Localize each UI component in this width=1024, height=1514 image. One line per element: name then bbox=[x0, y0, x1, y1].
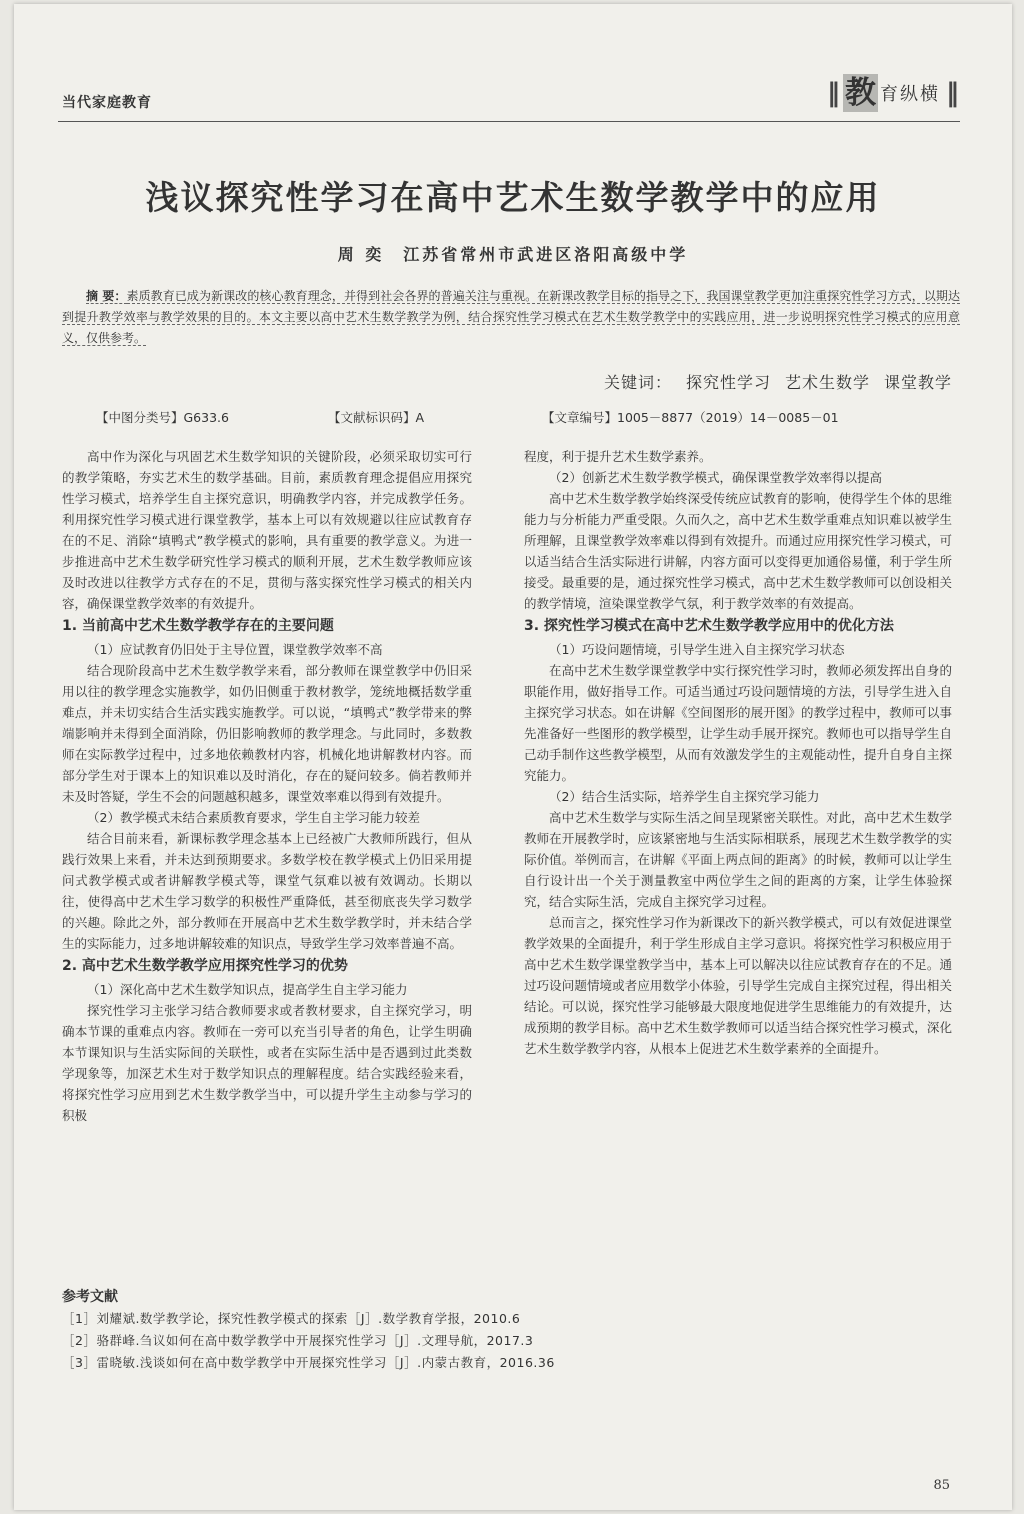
article-number: 【文章编号】1005－8877（2019）14－0085－01 bbox=[542, 410, 839, 425]
references-title: 参考文献 bbox=[62, 1289, 118, 1305]
paragraph: 探究性学习主张学习结合教师要求或者教材要求，自主探究学习，明确本节课的重难点内容。教师在一旁可以充当引导者的角色，让学生明确本节课知识与生活实际间的关联性，或者在实际生活中是否遇到过此类数学现象等，加深艺术生对于数学知识点的理解程度。结合实践经验来看，将探究性学习应用到艺术生数学教学当中，可以提升学生主动参与学习的积极 bbox=[62, 1003, 472, 1123]
subsection-heading: （2）教学模式未结合素质教育要求，学生自主学习能力较差 bbox=[87, 810, 420, 825]
reference-item: ［2］骆群峰.刍议如何在高中数学教学中开展探究性学习［J］.文理导航，2017.3 bbox=[62, 1333, 534, 1348]
author-line: 周 奕 江苏省常州市武进区洛阳高级中学 bbox=[337, 245, 689, 264]
journal-page bbox=[14, 4, 1012, 1510]
subsection-heading: （2）创新艺术生数学教学模式，确保课堂教学效率得以提高 bbox=[549, 470, 882, 485]
keyword-item: 艺术生数学 bbox=[784, 373, 870, 392]
header-rule bbox=[58, 121, 960, 122]
badge-bar-right: ‖ bbox=[946, 78, 956, 108]
references bbox=[62, 1286, 960, 1374]
keywords bbox=[604, 370, 952, 393]
paragraph: 高中作为深化与巩固艺术生数学知识的关键阶段，必须采取切实可行的教学策略，夯实艺术生的数学基础。目前，素质教育理念提倡应用探究性学习模式，培养学生自主探究意识，明确教学内容，并完成教学任务。利用探究性学习模式进行课堂教学，基本上可以有效规避以往应试教育存在的不足、消除“填鸭式”教学模式的影响，具有重要的教学意义。为进一步推进高中艺术生数学研究性学习模式的顺利开展，艺术生数学教师应该及时改进以往教学方式存在的不足，贯彻与落实探究性学习模式的相关内容，确保课堂教学效率的有效提升。 bbox=[62, 449, 472, 611]
abstract-label: 摘 要： bbox=[86, 289, 127, 303]
paragraph: 高中艺术生数学教学始终深受传统应试教育的影响，使得学生个体的思维能力与分析能力严重受限。久而久之，高中艺术生数学重难点知识难以被学生所理解，且课堂教学效率难以得到有效提升。而通过应用探究性学习模式，可以适当结合生活实际进行讲解，内容方面可以变得更加通俗易懂，利于学生所接受。最重要的是，通过探究性学习模式，高中艺术生数学教师可以创设相关的教学情境，渲染课堂教学气氛，利于教学效率的有效提高。 bbox=[524, 491, 952, 611]
paragraph: 结合现阶段高中艺术生数学教学来看，部分教师在课堂教学中仍旧采用以往的教学理念实施教学，如仍旧侧重于教材教学，笼统地概括数学重难点，并未切实结合生活实践实施教学。可以说，“填鸭式”教学带来的弊端影响并未得到全面消除，仍旧影响教师的教学理念。与此同时，多数教师在实际教学过程中，过多地依赖教材内容，机械化地讲解教材内容。而部分学生对于课本上的知识难以及时消化，存在的疑问较多。倘若教师并未及时答疑，学生不会的问题越积越多，课堂效率难以得到有效提升。 bbox=[62, 663, 472, 804]
right-column bbox=[524, 446, 952, 1059]
article-title: 浅议探究性学习在高中艺术生数学教学中的应用 bbox=[145, 178, 881, 217]
clc-number: 【中图分类号】G633.6 bbox=[96, 410, 229, 425]
document-code: 【文献标识码】A bbox=[328, 410, 425, 425]
subsection-heading: （2）结合生活实际，培养学生自主探究学习能力 bbox=[549, 789, 820, 804]
reference-item: ［1］刘耀斌.数学教学论，探究性教学模式的探索［J］.数学教育学报，2010.6 bbox=[62, 1311, 521, 1326]
abstract bbox=[62, 286, 960, 349]
journal-name: 当代家庭教育 bbox=[62, 95, 152, 111]
keyword-item: 课堂教学 bbox=[883, 373, 952, 392]
reference-item: ［3］雷晓敏.浅谈如何在高中数学教学中开展探究性学习［J］.内蒙古教育，2016.36 bbox=[62, 1355, 555, 1370]
section-heading: 1. 当前高中艺术生数学教学存在的主要问题 bbox=[62, 618, 334, 634]
section-heading: 3. 探究性学习模式在高中艺术生数学教学应用中的优化方法 bbox=[524, 618, 894, 634]
paragraph: 在高中艺术生数学课堂教学中实行探究性学习时，教师必须发挥出自身的职能作用，做好指导工作。可适当通过巧设问题情境的方法，引导学生进入自主探究学习状态。如在讲解《空间图形的展开图》的教学过程中，教师可以事先准备好一些图形的教学模型，让学生动手展开探究。教师也可以指导学生自己动手制作这些教学模型，从而有效激发学生的主观能动性，提升自身自主探究能力。 bbox=[524, 663, 952, 783]
page-number: 85 bbox=[933, 1478, 950, 1493]
paragraph: 程度，利于提升艺术生数学素养。 bbox=[524, 449, 712, 464]
paragraph: 高中艺术生数学与实际生活之间呈现紧密关联性。对此，高中艺术生数学教师在开展教学时，应该紧密地与生活实际相联系，展现艺术生数学教学的实际价值。举例而言，在讲解《平面上两点间的距离》的时候，教师可以让学生自行设计出一个关于测量教室中两位学生之间的距离的方案，让学生体验探究，结合实际生活，完成自主探究学习过程。 bbox=[524, 810, 952, 909]
subsection-heading: （1）深化高中艺术生数学知识点，提高学生自主学习能力 bbox=[87, 982, 408, 997]
column-badge bbox=[827, 74, 956, 112]
subsection-heading: （1）巧设问题情境，引导学生进入自主探究学习状态 bbox=[549, 642, 845, 657]
keywords-label: 关键词： bbox=[603, 373, 672, 392]
badge-bar-left: ‖ bbox=[827, 78, 837, 108]
paragraph: 总而言之，探究性学习作为新课改下的新兴教学模式，可以有效促进课堂教学效果的全面提升，利于学生形成自主学习意识。将探究性学习积极应用于高中艺术生数学课堂教学当中，基本上可以解决以往应试教育存在的不足。通过巧设问题情境或者应用数学小体验，引导学生完成自主探究过程，得出相关结论。可以说，探究性学习能够最大限度地促进学生思维能力的有效提升，达成预期的教学目标。高中艺术生数学教师可以适当结合探究性学习模式，深化艺术生数学教学内容，从根本上促进艺术生数学素养的全面提升。 bbox=[524, 915, 952, 1056]
badge-big-char: 教 bbox=[845, 75, 876, 111]
paragraph: 结合目前来看，新课标教学理念基本上已经被广大教师所践行，但从践行效果上来看，并未达到预期要求。多数学校在教学模式上仍旧采用提问式教学模式或者讲解教学模式等，课堂气氛难以被有效调动。长期以往，使得高中艺术生学习数学的积极性严重降低，甚至彻底丧失学习数学的兴趣。除此之外，部分教师在开展高中艺术生数学教学时，并未结合学生的实际能力，过多地讲解较难的知识点，导致学生学习效率普遍不高。 bbox=[62, 831, 472, 951]
keyword-item: 探究性学习 bbox=[685, 373, 771, 392]
subsection-heading: （1）应试教育仍旧处于主导位置，课堂教学效率不高 bbox=[87, 642, 383, 657]
abstract-text: 素质教育已成为新课改的核心教育理念，并得到社会各界的普遍关注与重视。在新课改教学目标的指导之下，我国课堂教学更加注重探究性学习方式，以期达到提升教学效率与教学效果的目的。本文主要以高中艺术生数学教学为例，结合探究性学习模式在艺术生数学教学中的实践应用，进一步说明探究性学习模式的应用意义，仅供参考。 bbox=[62, 289, 960, 345]
badge-column-name: 育纵横 bbox=[880, 84, 940, 105]
left-column bbox=[62, 446, 472, 1126]
section-heading: 2. 高中艺术生数学教学应用探究性学习的优势 bbox=[62, 958, 348, 974]
